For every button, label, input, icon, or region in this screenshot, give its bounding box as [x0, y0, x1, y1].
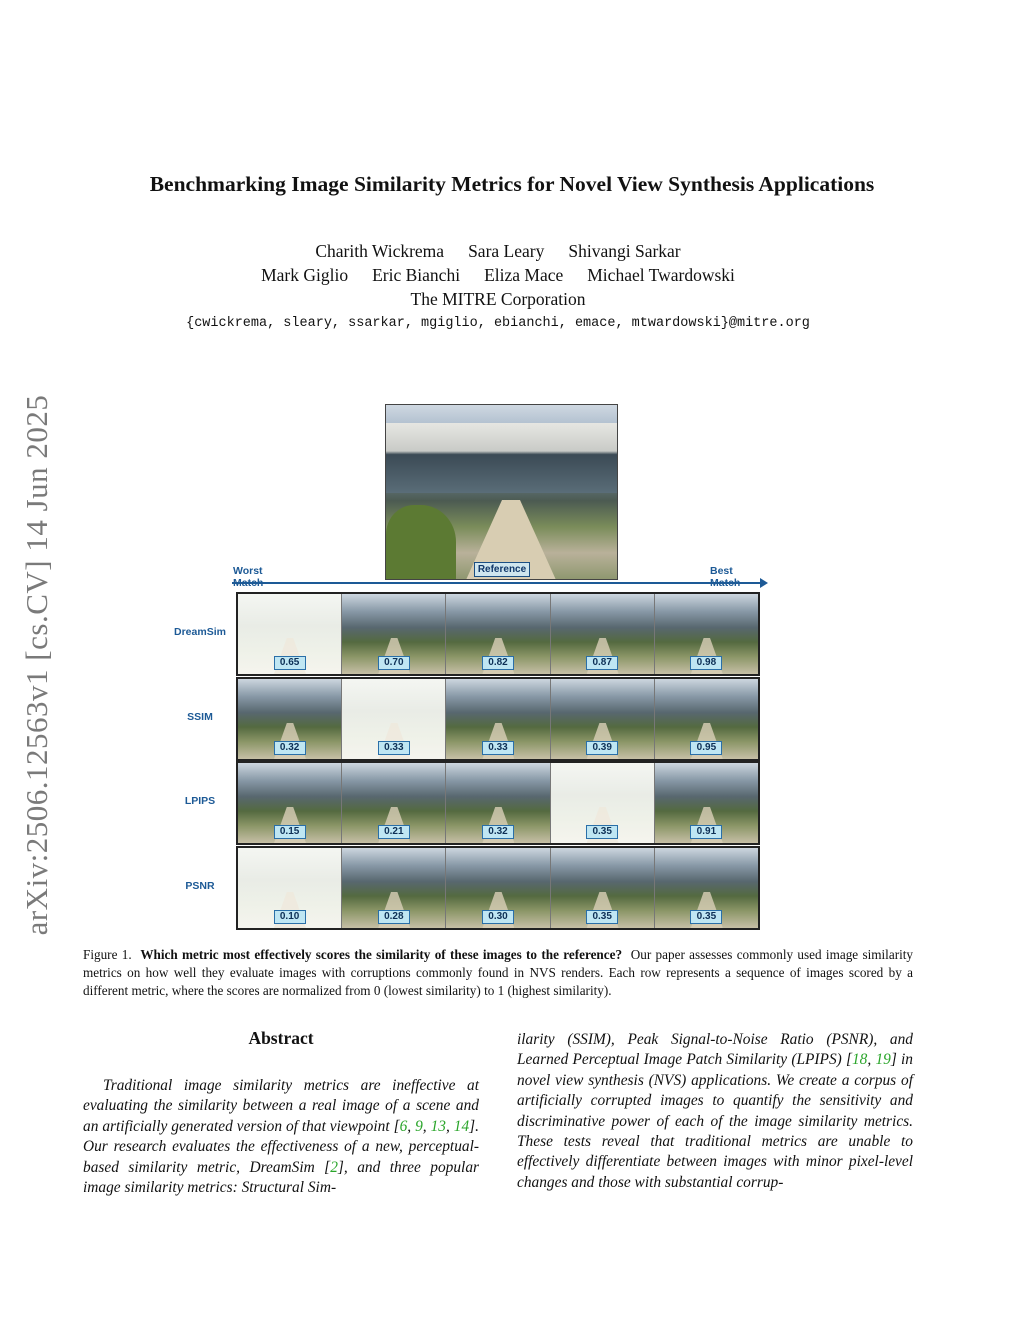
abstract-text-left: Traditional image similarity metrics are ineffective at evaluating the similarity between a real image of a scene and an artificially generated version of that viewpoint [6, 9, 13, 14]. Our research evaluates the effectiveness of a new, perceptual-based similarity metric, DreamSim [2], and three popular image similarity metrics: Structural Sim-	[83, 1077, 479, 1197]
thumbnail-image	[446, 763, 550, 843]
thumbnail-image	[446, 848, 550, 928]
thumbnail-image	[238, 679, 342, 759]
metric-row-lpips	[236, 761, 760, 845]
best-match-label: Best	[710, 565, 733, 577]
caption-label: Figure 1.	[83, 947, 132, 962]
similarity-score: 0.32	[482, 825, 514, 839]
similarity-score: 0.21	[378, 825, 410, 839]
worst-match-label: Worst	[233, 565, 263, 577]
author-name: Eliza Mace	[484, 265, 564, 285]
metric-row-dreamsim	[236, 592, 760, 676]
thumbnail-image	[238, 594, 342, 674]
thumbnail-image	[551, 848, 655, 928]
thumbnail-image	[655, 848, 758, 928]
author-name: Shivangi Sarkar	[568, 241, 681, 261]
metric-label-ssim: SSIM	[187, 711, 213, 723]
thumbnail-image	[551, 679, 655, 759]
thumbnail-image	[655, 594, 758, 674]
similarity-score: 0.87	[586, 656, 618, 670]
metric-label-dreamsim: DreamSim	[174, 626, 226, 638]
thumbnail-image	[238, 763, 342, 843]
caption-question: Which metric most effectively scores the similarity of these images to the reference?	[140, 947, 623, 962]
reference-label: Reference	[474, 562, 530, 577]
similarity-score: 0.70	[378, 656, 410, 670]
thumbnail-image	[655, 763, 758, 843]
similarity-score: 0.35	[690, 910, 722, 924]
thumbnail-image	[342, 679, 446, 759]
metric-label-psnr: PSNR	[185, 880, 215, 892]
thumbnail-image	[342, 848, 446, 928]
similarity-score: 0.32	[274, 741, 306, 755]
author-name: Sara Leary	[468, 241, 545, 261]
caption-text: Our paper assesses commonly used image similarity metrics on how well they evaluate images with corruptions commonly found in NVS renders. Each row represents a sequence of images scored by a different metric, where the scores are normalized from 0 (lowest similarity) to 1 (highest similarity).	[83, 947, 914, 998]
metric-label-lpips: LPIPS	[184, 795, 216, 807]
thumbnail-image	[238, 848, 342, 928]
author-emails: {cwickrema, sleary, ssarkar, mgiglio, ebianchi, emace, mtwardowski}@mitre.org	[186, 316, 810, 331]
thumbnail-image	[551, 763, 655, 843]
author-name: Charith Wickrema	[315, 241, 445, 261]
paper-title: Benchmarking Image Similarity Metrics for Novel View Synthesis Applications	[149, 172, 875, 196]
thumbnail-image	[655, 679, 758, 759]
similarity-score: 0.33	[482, 741, 514, 755]
similarity-score: 0.39	[586, 741, 618, 755]
thumbnail-image	[342, 763, 446, 843]
thumbnail-image	[342, 594, 446, 674]
match-arrow	[232, 582, 762, 584]
similarity-score: 0.30	[482, 910, 514, 924]
arxiv-identifier: arXiv:2506.12563v1 [cs.CV] 14 Jun 2025	[19, 394, 54, 936]
metric-row-ssim	[236, 677, 760, 761]
reference-image	[385, 404, 618, 580]
abstract-text-right: ilarity (SSIM), Peak Signal-to-Noise Ratio (PSNR), and Learned Perceptual Image Patch Similarity (LPIPS) [18, 19] in novel view synthesis (NVS) applications. We create a corpus of artificially corrupted images to quantify the sensitivity and discriminative power of each of the image similarity metrics. These tests reveal that traditional metrics are unable to effectively differentiate between images with minor pixel-level changes and those with substantial corrup-	[517, 1031, 913, 1191]
affiliation: The MITRE Corporation	[410, 289, 586, 309]
author-line-1	[0, 241, 996, 262]
metric-row-psnr	[236, 846, 760, 930]
thumbnail-image	[551, 594, 655, 674]
figure-caption	[83, 946, 913, 1000]
author-name: Michael Twardowski	[587, 265, 735, 285]
similarity-score: 0.28	[378, 910, 410, 924]
similarity-score: 0.35	[586, 825, 618, 839]
similarity-score: 0.98	[690, 656, 722, 670]
similarity-score: 0.35	[586, 910, 618, 924]
thumbnail-image	[446, 594, 550, 674]
author-name: Eric Bianchi	[372, 265, 461, 285]
similarity-score: 0.82	[482, 656, 514, 670]
similarity-score: 0.33	[378, 741, 410, 755]
author-line-2	[0, 265, 996, 286]
abstract-heading: Abstract	[248, 1028, 314, 1048]
thumbnail-image	[446, 679, 550, 759]
similarity-score: 0.95	[690, 741, 722, 755]
similarity-score: 0.91	[690, 825, 722, 839]
similarity-score: 0.10	[274, 910, 306, 924]
similarity-score: 0.65	[274, 656, 306, 670]
similarity-score: 0.15	[274, 825, 306, 839]
arxiv-sidebar	[14, 370, 60, 960]
author-name: Mark Giglio	[261, 265, 349, 285]
